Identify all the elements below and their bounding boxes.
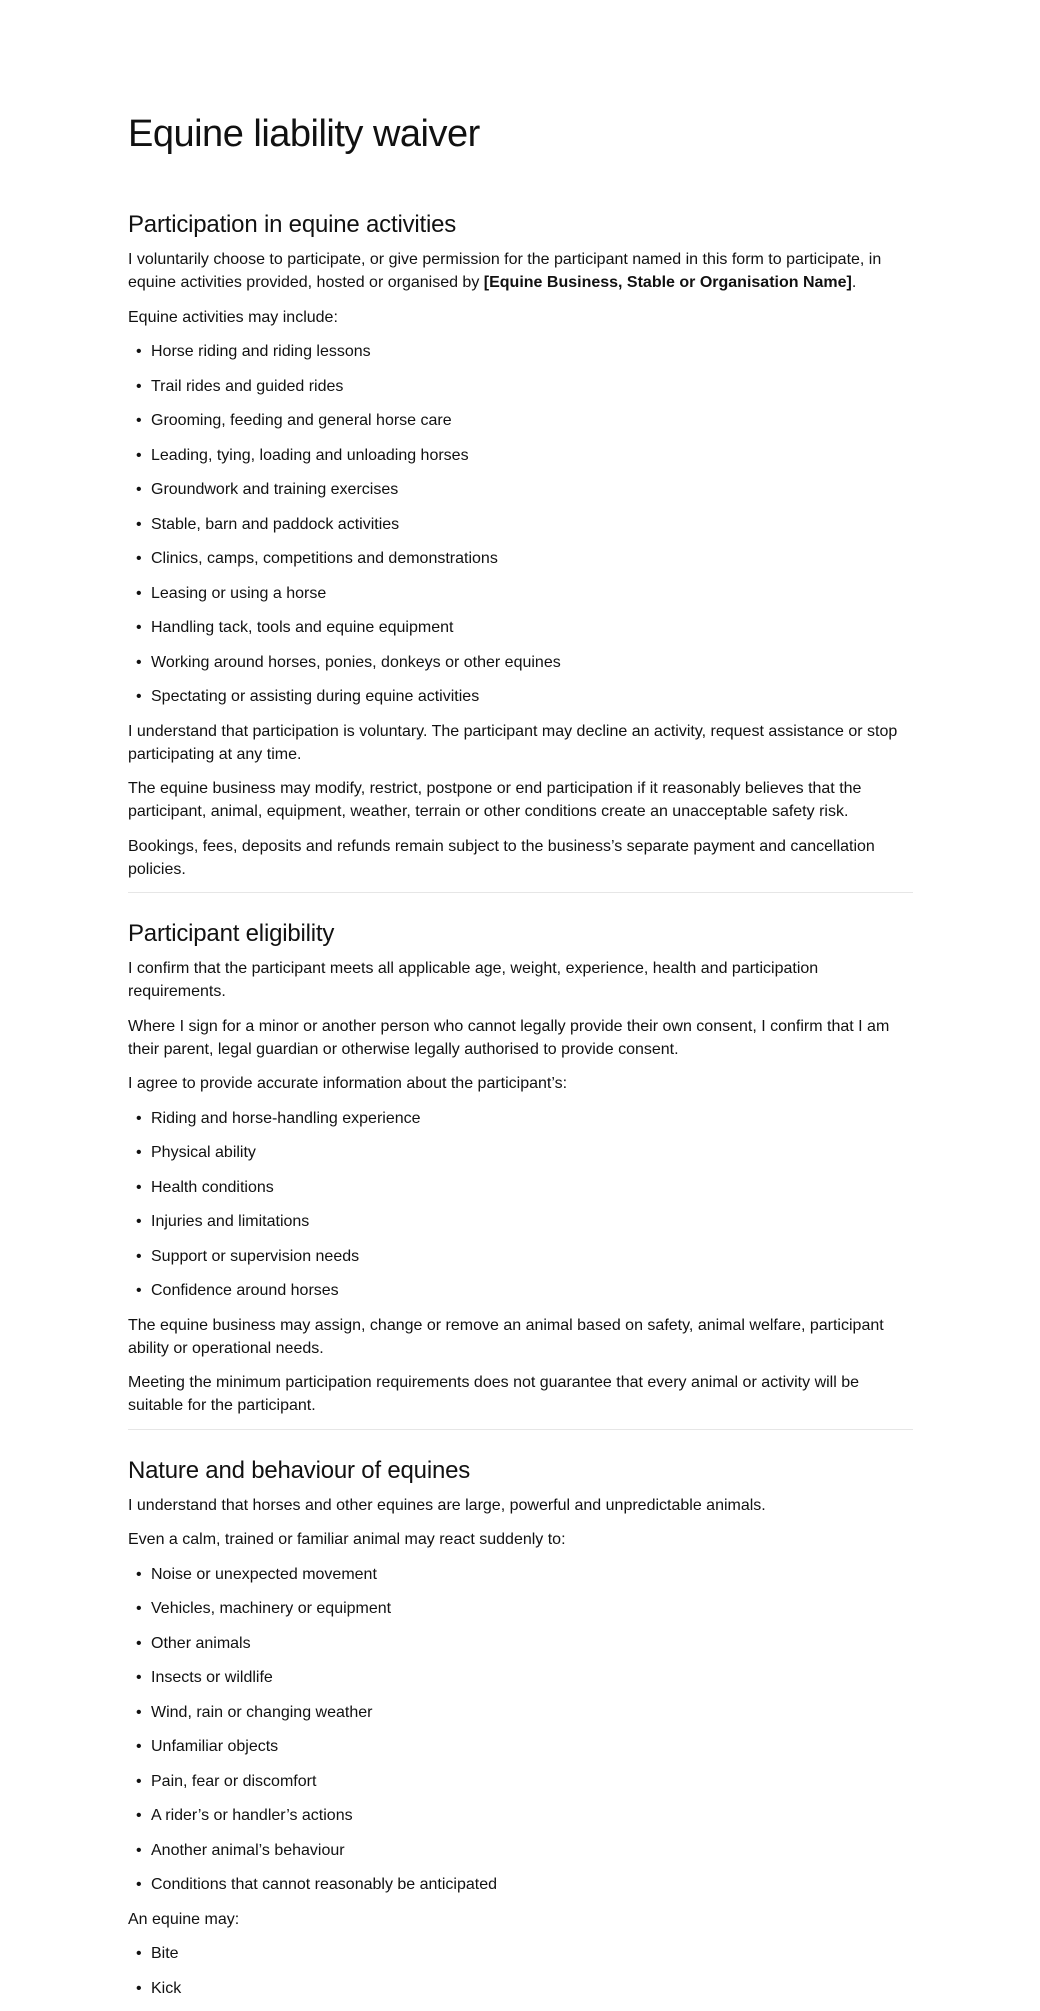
list-item: • Trail rides and guided rides xyxy=(128,375,913,398)
paragraph: The equine business may assign, change or remove an animal based on safety, animal welfare, participant ability or operational needs. xyxy=(128,1316,884,1357)
paragraph xyxy=(128,248,913,294)
paragraph: Equine activities may include: xyxy=(128,308,338,326)
list-item: • Grooming, feeding and general horse care xyxy=(128,409,913,432)
list-item: • Clinics, camps, competitions and demonstrations xyxy=(128,547,913,570)
activities-list xyxy=(128,340,913,708)
section-heading: Participation in equine activities xyxy=(128,211,457,238)
equine-behaviours-list xyxy=(128,1942,913,2000)
paragraph: I confirm that the participant meets all applicable age, weight, experience, health and participation requirements. xyxy=(128,960,819,1000)
document-body xyxy=(128,208,913,2011)
section-eligibility xyxy=(128,917,913,1417)
intro-text: I voluntarily choose to participate, or give permission for the participant named in this form to participate, in equine activities provided, hosted or organised by xyxy=(128,251,882,291)
section-equine-behaviour xyxy=(128,1454,913,2000)
list-item: • Noise or unexpected movement xyxy=(128,1563,913,1586)
section-heading: Participant eligibility xyxy=(128,920,335,947)
list-item: • Riding and horse-handling experience xyxy=(128,1107,913,1130)
participant-info-list xyxy=(128,1107,913,1303)
list-item: • Leasing or using a horse xyxy=(128,582,913,605)
paragraph: Where I sign for a minor or another person who cannot legally provide their own consent, I confirm that I am their parent, legal guardian or otherwise legally authorised to provide consent. xyxy=(128,1017,890,1058)
list-item: • Bite xyxy=(128,1942,913,1965)
list-item: • Pain, fear or discomfort xyxy=(128,1770,913,1793)
list-item: • Kick xyxy=(128,1977,913,2000)
list-item: • Physical ability xyxy=(128,1141,913,1164)
list-item: • Confidence around horses xyxy=(128,1279,913,1302)
list-item: • Another animal’s behaviour xyxy=(128,1839,913,1862)
list-item: • Working around horses, ponies, donkeys or other equines xyxy=(128,651,913,674)
paragraph: I agree to provide accurate information about the participant’s: xyxy=(128,1075,568,1092)
list-item: • Unfamiliar objects xyxy=(128,1735,913,1758)
list-item: • Conditions that cannot reasonably be anticipated xyxy=(128,1873,913,1896)
paragraph: I understand that participation is voluntary. The participant may decline an activity, request assistance or stop participating at any time. xyxy=(128,722,898,763)
list-item: • Other animals xyxy=(128,1632,913,1655)
paragraph: I understand that horses and other equines are large, powerful and unpredictable animals. xyxy=(128,1496,766,1514)
business-name-placeholder: [Equine Business, Stable or Organisation Name] xyxy=(483,274,852,291)
page-title: Equine liability waiver xyxy=(128,113,480,155)
paragraph: Bookings, fees, deposits and refunds remain subject to the business’s separate payment and cancellation policies. xyxy=(128,837,875,878)
paragraph: Even a calm, trained or familiar animal may react suddenly to: xyxy=(128,1531,566,1548)
section-heading: Nature and behaviour of equines xyxy=(128,1456,471,1484)
list-item: • Support or supervision needs xyxy=(128,1245,913,1268)
list-item: • Leading, tying, loading and unloading horses xyxy=(128,444,913,467)
list-item: • Health conditions xyxy=(128,1176,913,1199)
list-item: • A rider’s or handler’s actions xyxy=(128,1804,913,1827)
section-divider xyxy=(128,892,913,893)
list-item: • Handling tack, tools and equine equipment xyxy=(128,616,913,639)
section-participation xyxy=(128,208,913,881)
intro-end: . xyxy=(851,274,857,291)
list-item: • Insects or wildlife xyxy=(128,1666,913,1689)
list-item: • Spectating or assisting during equine activities xyxy=(128,685,913,708)
list-item: • Groundwork and training exercises xyxy=(128,478,913,501)
section-divider xyxy=(128,1429,913,1430)
list-item: • Vehicles, machinery or equipment xyxy=(128,1597,913,1620)
list-item: • Horse riding and riding lessons xyxy=(128,340,913,363)
reaction-triggers-list xyxy=(128,1563,913,1897)
list-item: • Stable, barn and paddock activities xyxy=(128,513,913,536)
paragraph: An equine may: xyxy=(128,1910,240,1928)
paragraph: The equine business may modify, restrict, postpone or end participation if it reasonably believes that the participant, animal, equipment, weather, terrain or other conditions create an unacceptable safety risk. xyxy=(128,780,862,820)
paragraph: Meeting the minimum participation requirements does not guarantee that every animal or activity will be suitable for the participant. xyxy=(128,1374,860,1414)
list-item: • Wind, rain or changing weather xyxy=(128,1701,913,1724)
list-item: • Injuries and limitations xyxy=(128,1210,913,1233)
